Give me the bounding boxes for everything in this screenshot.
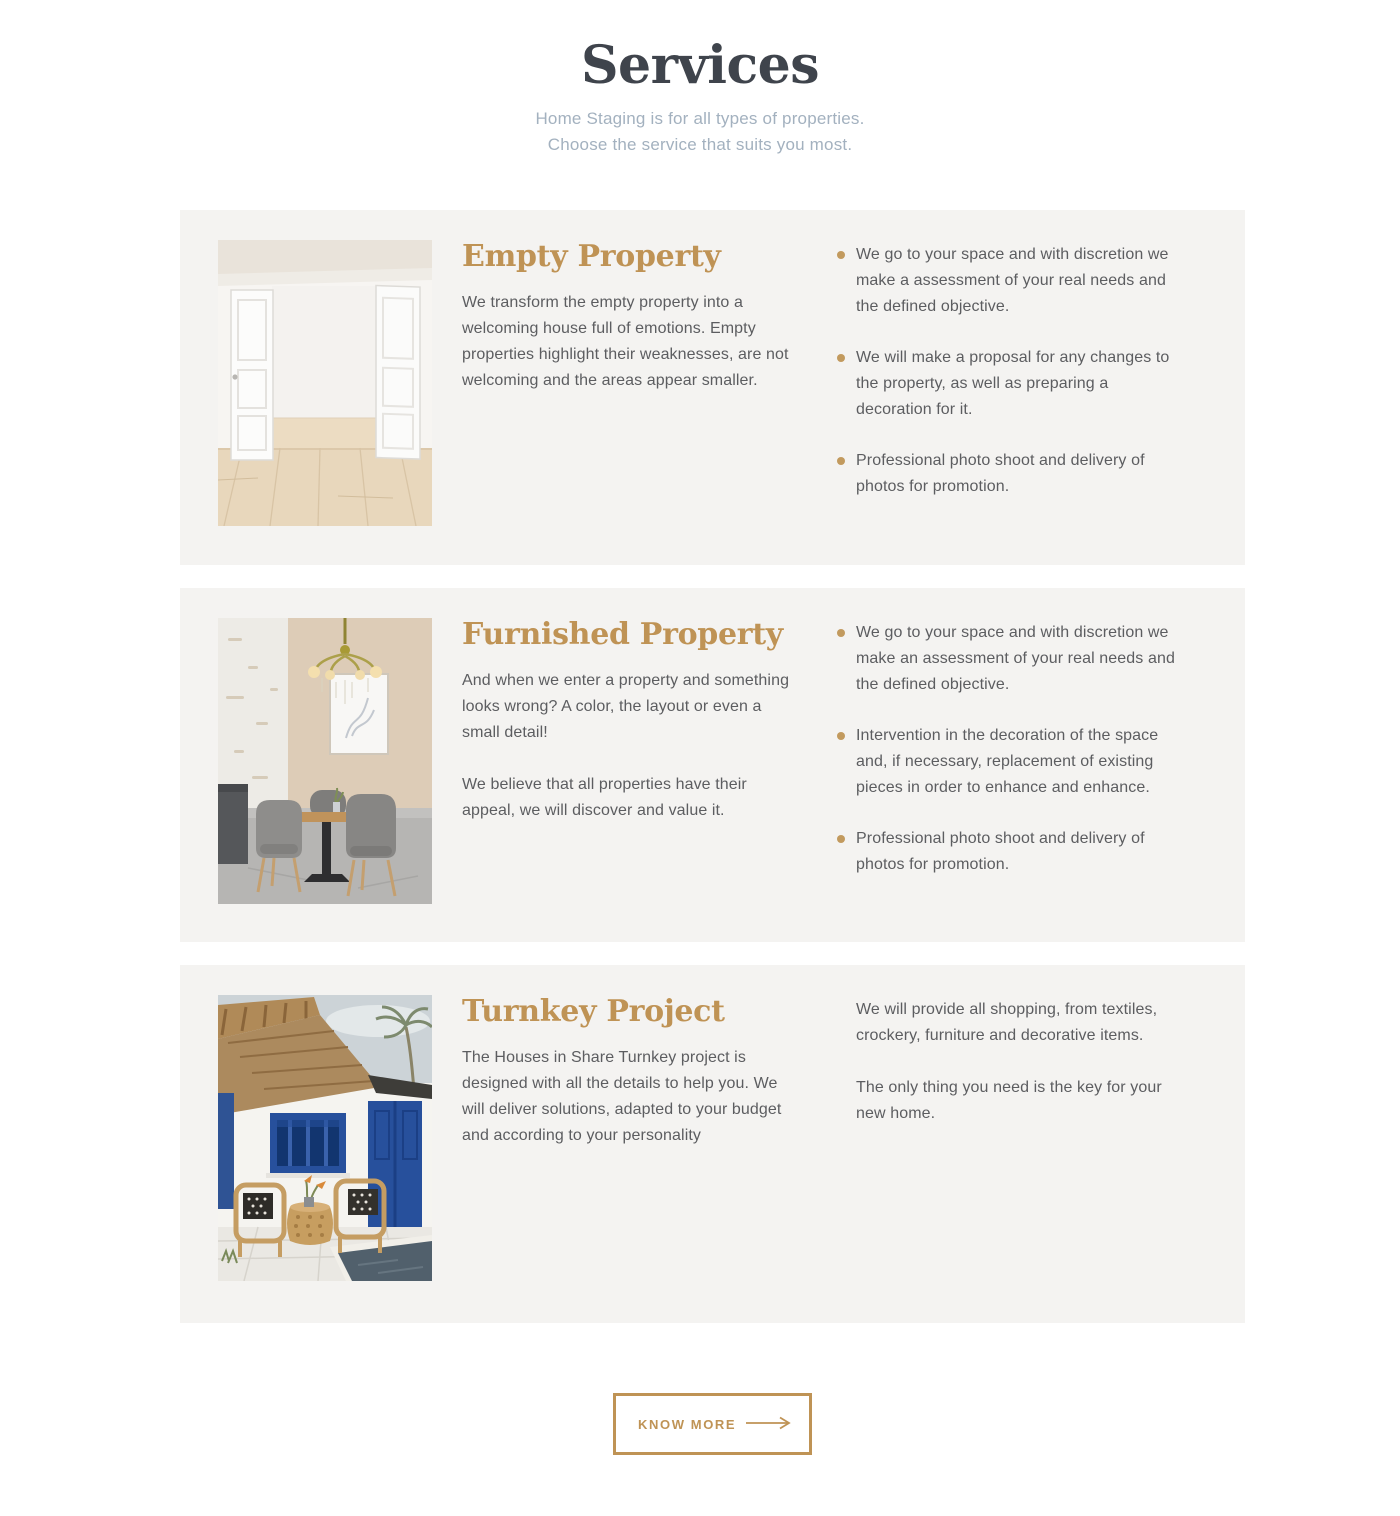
page-title: Services <box>580 35 820 96</box>
bullet-dot-icon <box>837 457 845 465</box>
service-description: And when we enter a property and something looks wrong? A color, the layout or even a small detail! <box>462 672 790 741</box>
service-benefits <box>837 618 1185 942</box>
benefit-text: We go to your space and with discretion we make an assessment of your real needs and the defined objective. <box>856 624 1175 693</box>
service-card-body <box>462 995 792 1323</box>
know-more-label: KNOW MORE <box>638 1416 737 1432</box>
service-benefits-list <box>837 620 1185 878</box>
service-benefits <box>837 240 1185 565</box>
turnkey-project-photo <box>218 995 432 1281</box>
furnished-property-photo <box>218 618 432 904</box>
bullet-dot-icon <box>837 354 845 362</box>
service-benefit-item <box>837 723 1185 801</box>
service-card-body <box>462 240 792 565</box>
service-benefit-item <box>837 826 1185 878</box>
benefit-text: Intervention in the decoration of the space and, if necessary, replacement of existing pieces in order to enhance and enhance. <box>856 727 1159 796</box>
long-right-arrow-icon <box>745 1416 791 1433</box>
service-title: Furnished Property <box>462 617 783 652</box>
service-benefit-item <box>837 620 1185 698</box>
empty-property-photo <box>218 240 432 526</box>
service-card-turnkey-project <box>180 965 1245 1323</box>
benefit-text: We go to your space and with discretion we make a assessment of your real needs and the defined objective. <box>856 246 1169 315</box>
know-more-button[interactable] <box>613 1393 812 1455</box>
service-description: We believe that all properties have their appeal, we will discover and value it. <box>462 776 747 819</box>
subtitle-line-2: Choose the service that suits you most. <box>547 135 853 154</box>
subtitle-line-1: Home Staging is for all types of properties. <box>535 109 865 128</box>
bullet-dot-icon <box>837 835 845 843</box>
service-title: Empty Property <box>462 239 721 274</box>
service-benefit-item <box>837 448 1185 500</box>
service-description: We transform the empty property into a welcoming house full of emotions. Empty properties highlight their weaknesses, are not welcoming and the areas appear smaller. <box>462 294 789 389</box>
bullet-dot-icon <box>837 732 845 740</box>
services-card-list <box>180 210 1245 1323</box>
benefit-text: Professional photo shoot and delivery of photos for promotion. <box>856 830 1145 873</box>
service-card-body <box>462 618 792 942</box>
bullet-dot-icon <box>837 251 845 259</box>
cta-row <box>180 1393 1245 1506</box>
benefit-text: We will make a proposal for any changes to the property, as well as preparing a decoration for it. <box>856 349 1170 418</box>
service-detail-paragraph: The only thing you need is the key for your new home. <box>856 1079 1162 1122</box>
service-benefit-item <box>837 345 1185 423</box>
service-card-furnished-property <box>180 588 1245 942</box>
services-section-header <box>0 0 1400 158</box>
service-benefit-item <box>837 242 1185 320</box>
service-details <box>837 995 1185 1323</box>
service-title: Turnkey Project <box>462 994 725 1029</box>
service-detail-paragraph: We will provide all shopping, from textiles, crockery, furniture and decorative items. <box>856 1001 1158 1044</box>
benefit-text: Professional photo shoot and delivery of photos for promotion. <box>856 452 1145 495</box>
service-benefits-list <box>837 242 1185 500</box>
service-card-empty-property <box>180 210 1245 565</box>
bullet-dot-icon <box>837 629 845 637</box>
section-subtitle <box>0 106 1400 158</box>
service-description: The Houses in Share Turnkey project is designed with all the details to help you. We will deliver solutions, adapted to your budget and according to your personality <box>462 1049 782 1144</box>
